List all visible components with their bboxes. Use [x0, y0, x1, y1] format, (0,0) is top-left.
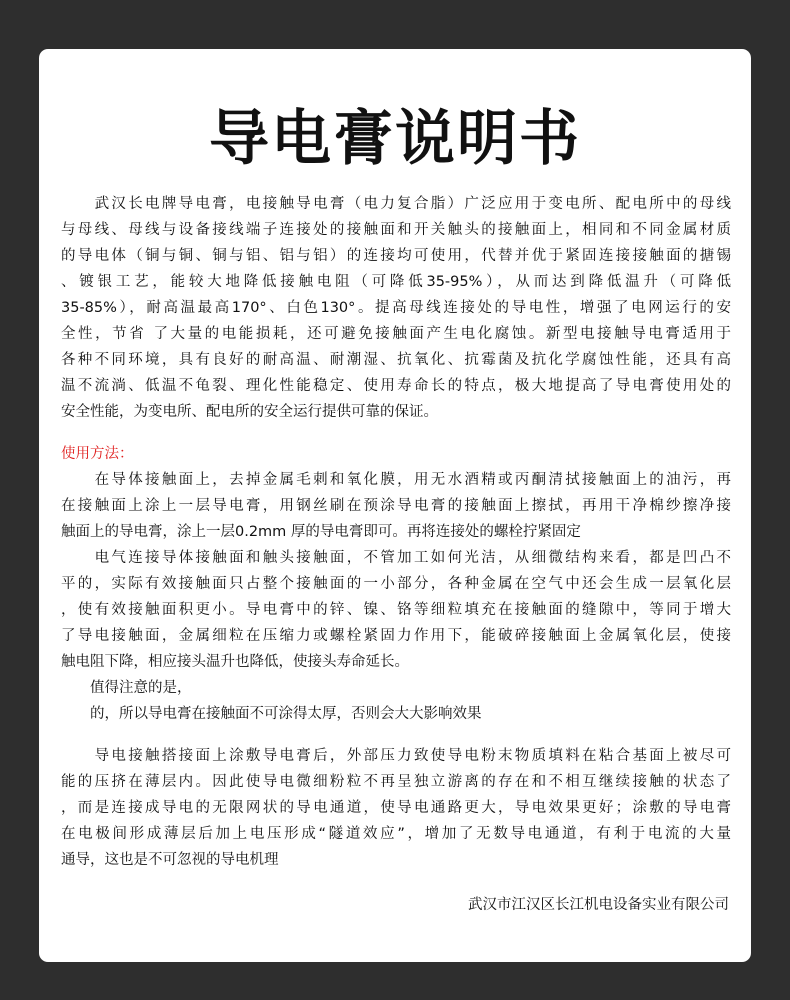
intro-line: 全性，节省 了大量的电能损耗，还可避免接触面产生电化腐蚀。新型电接触导电膏适用于 — [61, 326, 731, 342]
usage-line: 触电阻下降，相应接头温升也降低，使接头寿命延长。 — [61, 654, 409, 670]
usage-line: ，使有效接触面积更小。导电膏中的锌、镍、铬等细粒填充在接触面的缝隙中，等同于增大 — [61, 602, 731, 618]
usage-line: 平的，实际有效接触面只占整个接触面的一小部分，各种金属在空气中还会生成一层氧化层 — [61, 576, 731, 592]
intro-line: 、镀银工艺，能较大地降低接触电阻（可降低35-95%），从而达到降低温升（可降低 — [61, 274, 731, 290]
intro-line: 武汉长电牌导电膏，电接触导电膏（电力复合脂）广泛应用于变电所、配电所中的母线 — [61, 196, 731, 212]
usage-heading: 使用方法： — [61, 446, 134, 462]
intro-line: 温不流淌、低温不龟裂、理化性能稳定、使用寿命长的特点，极大地提高了导电膏使用处的 — [61, 378, 731, 394]
mechanism-line: 通导，这也是不可忽视的导电机理 — [61, 852, 279, 868]
intro-line: 与母线、母线与设备接线端子连接处的接触面和开关触头的接触面上，相同和不同金属材质 — [61, 222, 731, 238]
usage-line: 了导电接触面，金属细粒在压缩力或螺栓紧固力作用下，能破碎接触面上金属氧化层，使接 — [61, 628, 731, 644]
intro-line: 安全性能，为变电所、配电所的安全运行提供可靠的保证。 — [61, 404, 438, 420]
document-card — [39, 49, 751, 962]
mechanism-line: 在电极间形成薄层后加上电压形成“隧道效应”，增加了无数导电通道，有利于电流的大量 — [61, 826, 731, 842]
page-title: 导电膏说明书 — [209, 104, 581, 174]
usage-line: 值得注意的是， — [61, 680, 192, 696]
company-footer: 武汉市江汉区长江机电设备实业有限公司 — [468, 897, 729, 913]
mechanism-line: 导电接触搭接面上涂敷导电膏后，外部压力致使导电粉末物质填料在粘合基面上被尽可 — [61, 748, 731, 764]
usage-line: 在导体接触面上，去掉金属毛刺和氧化膜，用无水酒精或丙酮清拭接触面上的油污，再 — [61, 472, 731, 488]
mechanism-line: 能的压挤在薄层内。因此使导电微细粉粒不再呈独立游离的存在和不相互继续接触的状态了 — [61, 774, 731, 790]
usage-line: 在接触面上涂上一层导电膏，用钢丝刷在预涂导电膏的接触面上擦拭，再用干净棉纱擦净接 — [61, 498, 731, 514]
usage-line: 的，所以导电膏在接触面不可涂得太厚，否则会大大影响效果 — [61, 706, 482, 722]
intro-line: 的导电体（铜与铜、铜与铝、铝与铝）的连接均可使用，代替并优于紧固连接接触面的搪锡 — [61, 248, 731, 264]
usage-line: 触面上的导电膏，涂上一层0.2mm 厚的导电膏即可。再将连接处的螺栓拧紧固定 — [61, 524, 581, 540]
intro-line: 35-85%），耐高温最高170°、白色130°。提高母线连接处的导电性，增强了电网运行的安 — [61, 300, 731, 316]
usage-line: 电气连接导体接触面和触头接触面，不管加工如何光洁，从细微结构来看，都是凹凸不 — [61, 550, 731, 566]
intro-line: 各种不同环境，具有良好的耐高温、耐潮湿、抗氧化、抗霉菌及抗化学腐蚀性能，还具有高 — [61, 352, 731, 368]
mechanism-line: ，而是连接成导电的无限网状的导电通道，使导电通路更大，导电效果更好；涂敷的导电膏 — [61, 800, 731, 816]
